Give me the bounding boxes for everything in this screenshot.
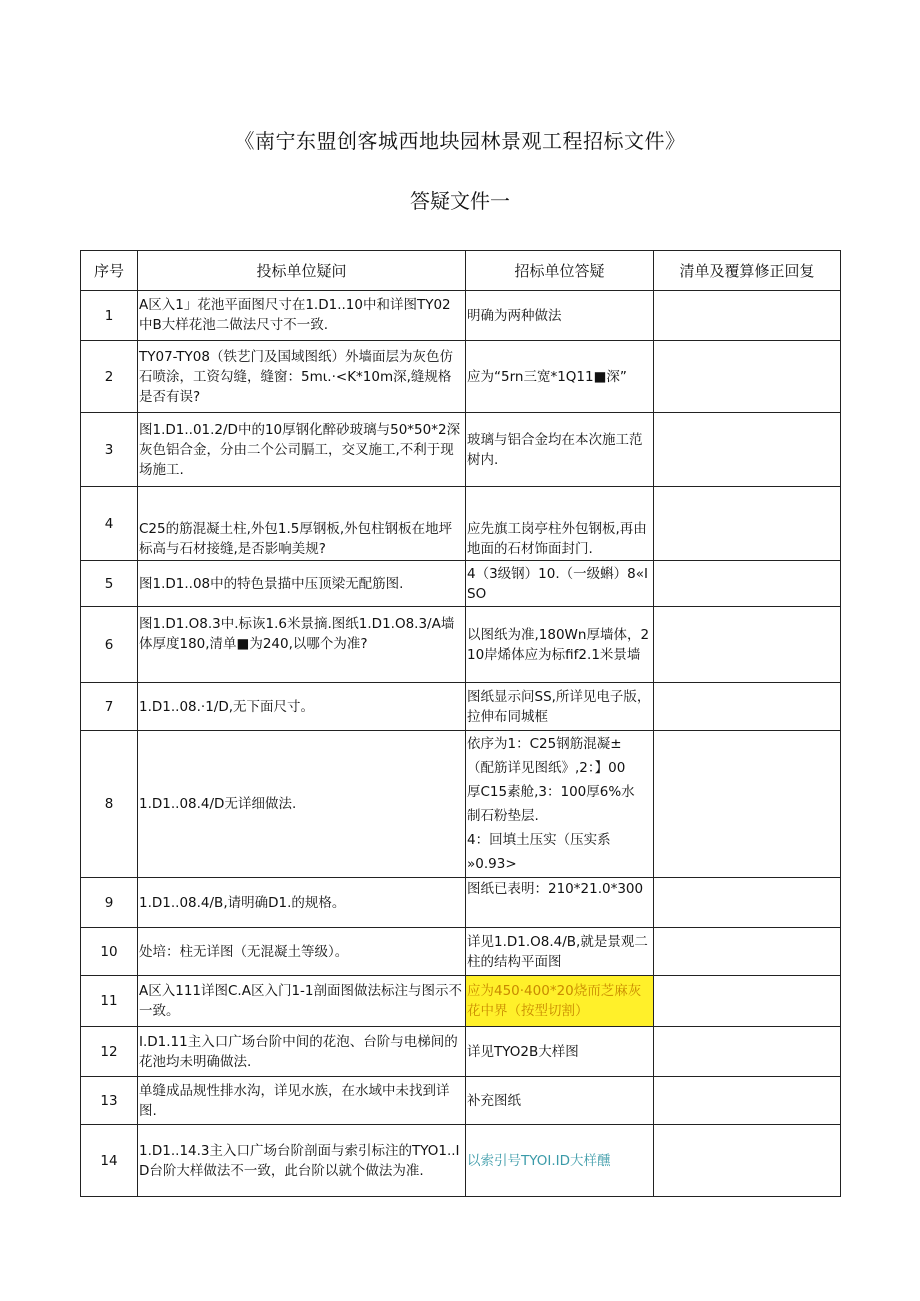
row-answer: 图纸已表明：210*21.0*300 (466, 878, 654, 928)
row-answer: 详见TYO2B大样图 (466, 1027, 654, 1077)
row-answer: 详见1.D1.O8.4/B,就是景观二柱的结构平面图 (466, 928, 654, 976)
row-no: 3 (81, 413, 138, 487)
header-question: 投标单位疑问 (138, 251, 466, 291)
answer-line: »0.93> (467, 856, 517, 872)
row-question (138, 607, 466, 683)
row-question: 1.D1..08.4/D无详细做法. (138, 731, 466, 878)
row-reply (654, 928, 841, 976)
row-reply (654, 413, 841, 487)
row-answer: 以索引号TYOI.ID大样醺 (466, 1125, 654, 1197)
row-reply (654, 341, 841, 413)
row-question: 单缝成品规性排水沟，详见水族，在水域中未找到详图. (138, 1077, 466, 1125)
row-answer-text: 应为450·400*20烧而芝麻灰花中界（按型切割） (467, 983, 642, 1019)
row-question: TY07-TY08（铁艺门及国域图纸）外墙面层为灰色仿石喷涂，工资勾缝，缝窗：5mι.·<K*10m深,缝规格是否有误? (138, 341, 466, 413)
row-no: 7 (81, 683, 138, 731)
row-reply (654, 1027, 841, 1077)
document-title: 《南宁东盟创客城西地块园林景观工程招标文件》 (234, 129, 686, 153)
row-answer: 应为“5rn三宽*1Q11■深” (466, 341, 654, 413)
row-no: 2 (81, 341, 138, 413)
table-row (81, 607, 841, 683)
row-reply (654, 561, 841, 607)
row-reply (654, 878, 841, 928)
row-no: 14 (81, 1125, 138, 1197)
document-subtitle: 答疑文件一 (410, 189, 510, 213)
row-no: 12 (81, 1027, 138, 1077)
row-question-text: A区入1」花池平面图尺寸在1.D1..10中和详图TY02中B大样花池二做法尺寸不一致. (139, 296, 451, 333)
row-no: 9 (81, 878, 138, 928)
row-answer: 以图纸为准,180Wn厚墙体，210岸烯体应为标fif2.1米景墙 (466, 607, 654, 683)
row-answer: 补充图纸 (466, 1077, 654, 1125)
row-no: 5 (81, 561, 138, 607)
row-question: 图1.D1..01.2/D中的10厚钢化醉砂玻璃与50*50*2深灰色铝合金，分由二个公司膈工，交叉施工,不利于现场施工. (138, 413, 466, 487)
table-row (81, 1027, 841, 1077)
row-answer: 图纸显示问SS,所详见电子版，拉伸布同城框 (466, 683, 654, 731)
row-question: 1.D1..08.·1/D,无下面尺寸。 (138, 683, 466, 731)
row-no: 13 (81, 1077, 138, 1125)
row-answer: 玻璃与铝合金均在本次施工范树内. (466, 413, 654, 487)
row-answer: 明确为两种做法 (466, 291, 654, 341)
table-row (81, 291, 841, 341)
row-question (138, 291, 466, 341)
row-reply (654, 607, 841, 683)
row-question: 1.D1..08.4/B,请明确D1.的规格。 (138, 878, 466, 928)
row-answer: 4（3级钢）10.（一级蝌）8«ISO (466, 561, 654, 607)
row-question: 图1.D1..08中的特色景描中压顶梁无配筋图. (138, 561, 466, 607)
row-reply (654, 487, 841, 561)
answer-line: 4：回填土压实（压实系 (467, 832, 611, 848)
header-answer: 招标单位答疑 (466, 251, 654, 291)
row-question: C25的筋混凝土柱,外包1.5厚钢板,外包柱钢板在地坪标高与石材接缝,是否影响美规? (138, 487, 466, 561)
row-no: 4 (81, 487, 138, 561)
table-row (81, 683, 841, 731)
row-reply (654, 976, 841, 1027)
row-reply (654, 291, 841, 341)
answer-line: 制石粉垫层. (467, 808, 539, 824)
table-row (81, 561, 841, 607)
table-row (81, 976, 841, 1027)
row-reply (654, 683, 841, 731)
row-question: 处培：柱无详图（无混凝土等级）。 (138, 928, 466, 976)
qa-table (80, 250, 841, 1197)
header-no: 序号 (81, 251, 138, 291)
header-reply: 清单及覆算修正回复 (654, 251, 841, 291)
answer-line: （配筋详见图纸》,2：】00 (467, 760, 626, 776)
table-row (81, 487, 841, 561)
answer-line: 依序为1：C25钢筋混凝± (467, 736, 622, 752)
row-question: 1.D1..14.3主入口广场台阶剖面与索引标注的TYO1..ID台阶大样做法不一致，此台阶以就个做法为准. (138, 1125, 466, 1197)
row-no: 6 (81, 607, 138, 683)
table-row (81, 928, 841, 976)
row-no: 11 (81, 976, 138, 1027)
answer-line: 厚C15素舱,3：100厚6%水 (467, 784, 635, 800)
table-row (81, 731, 841, 878)
table-header-row (81, 251, 841, 291)
row-reply (654, 731, 841, 878)
table-row (81, 1077, 841, 1125)
row-question-text: 图1.D1.O8.3中.标诙1.6米景摘.图纸1.D1.O8.3/A墙体厚度180,清单■为240,以哪个为准? (139, 615, 455, 652)
row-question: I.D1.11主入口广场台阶中间的花泡、台阶与电梯间的花池均未明确做法. (138, 1027, 466, 1077)
table-row (81, 1125, 841, 1197)
row-answer-highlighted (466, 976, 654, 1027)
table-row (81, 341, 841, 413)
row-reply (654, 1125, 841, 1197)
row-question: A区入111详图C.A区入门1-1剖面图做法标注与图示不一致。 (138, 976, 466, 1027)
row-no: 1 (81, 291, 138, 341)
row-reply (654, 1077, 841, 1125)
table-row (81, 878, 841, 928)
table-row (81, 413, 841, 487)
row-no: 8 (81, 731, 138, 878)
row-answer (466, 731, 654, 878)
row-answer: 应先旗工岗亭柱外包钢板,再由地面的石材饰面封门. (466, 487, 654, 561)
row-no: 10 (81, 928, 138, 976)
